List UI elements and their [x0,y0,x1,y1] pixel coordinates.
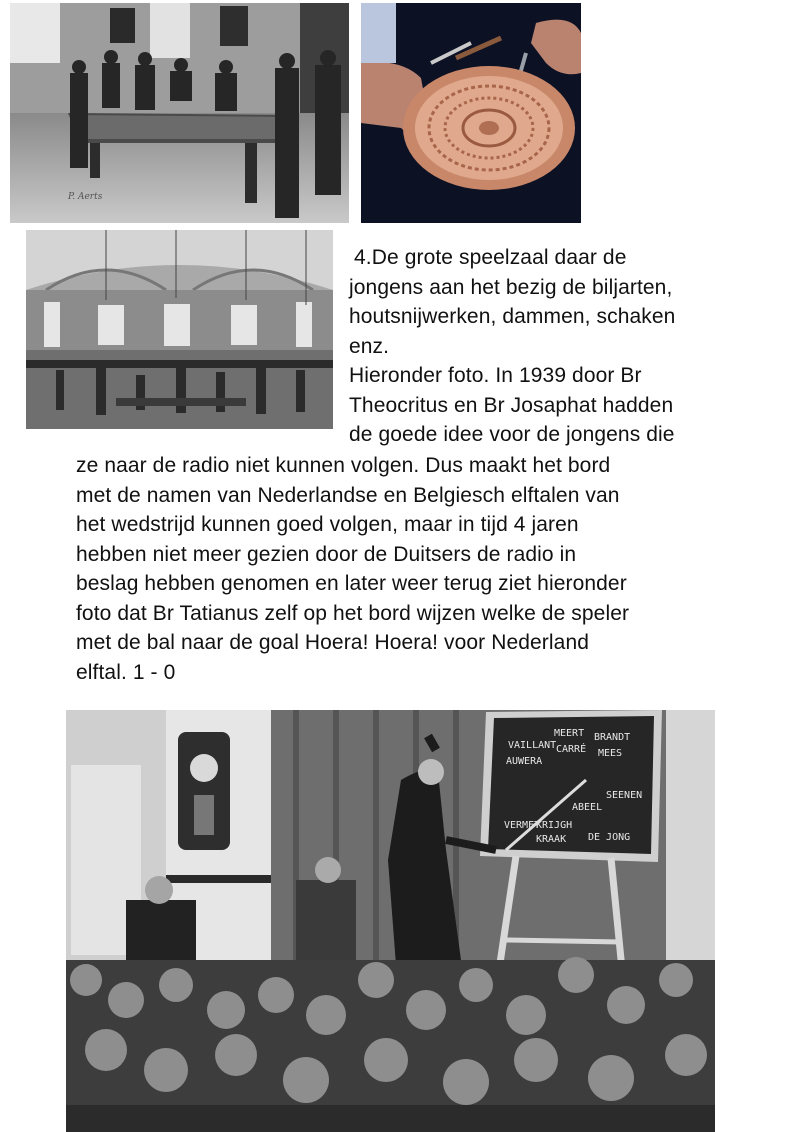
board-name: SEENEN [606,790,643,801]
board-name: DE JONG [588,832,631,843]
caption-line: houtsnijwerken, dammen, schaken [349,305,676,328]
caption-line: ze naar de radio niet kunnen volgen. Dus maakt het bord [76,454,611,477]
photo-signature: P. Aerts [68,192,103,202]
board-name: CARRÉ [556,744,587,755]
caption-line: jongens aan het bezig de biljarten, [349,275,673,299]
woodcarving-photo [361,3,581,223]
caption-line: het wedstrijd kunnen goed volgen, maar in tijd 4 jaren [76,513,579,536]
board-name: VAILLANT [508,740,557,751]
caption-body [76,451,776,687]
caption-line: Hieronder foto. In 1939 door Br [349,364,642,387]
board-name: AUWERA [506,756,543,767]
board-name: MEES [598,748,623,759]
board-name: VERMET [504,820,541,831]
caption-intro [349,243,769,450]
caption-line: met de namen van Nederlandse en Belgiesch elftalen van [76,483,620,507]
board-name: BRANDT [594,732,631,743]
playroom-photo [26,230,333,429]
billiards-photo [10,3,349,223]
caption-line: Theocritus en Br Josaphat hadden [349,393,674,417]
caption-line: hebben niet meer gezien door de Duitsers de radio in [76,542,577,566]
caption-line: foto dat Br Tatianus zelf op het bord wijzen welke de speler [76,601,630,625]
caption-line: de goede idee voor de jongens die [349,423,675,446]
caption-line: elftal. 1 - 0 [76,660,176,684]
caption-line: 4.De grote speelzaal daar de [354,246,627,269]
board-name: MEERT [554,728,585,739]
caption-line: enz. [349,334,390,358]
board-name: KRIJGH [536,820,573,831]
board-name: ABEEL [572,802,603,813]
caption-line: beslag hebben genomen en later weer terug ziet hieronder [76,572,627,595]
caption-line: met de bal naar de goal Hoera! Hoera! voor Nederland [76,631,590,654]
board-name: KRAAK [536,834,567,845]
scoreboard-photo [66,710,715,1132]
